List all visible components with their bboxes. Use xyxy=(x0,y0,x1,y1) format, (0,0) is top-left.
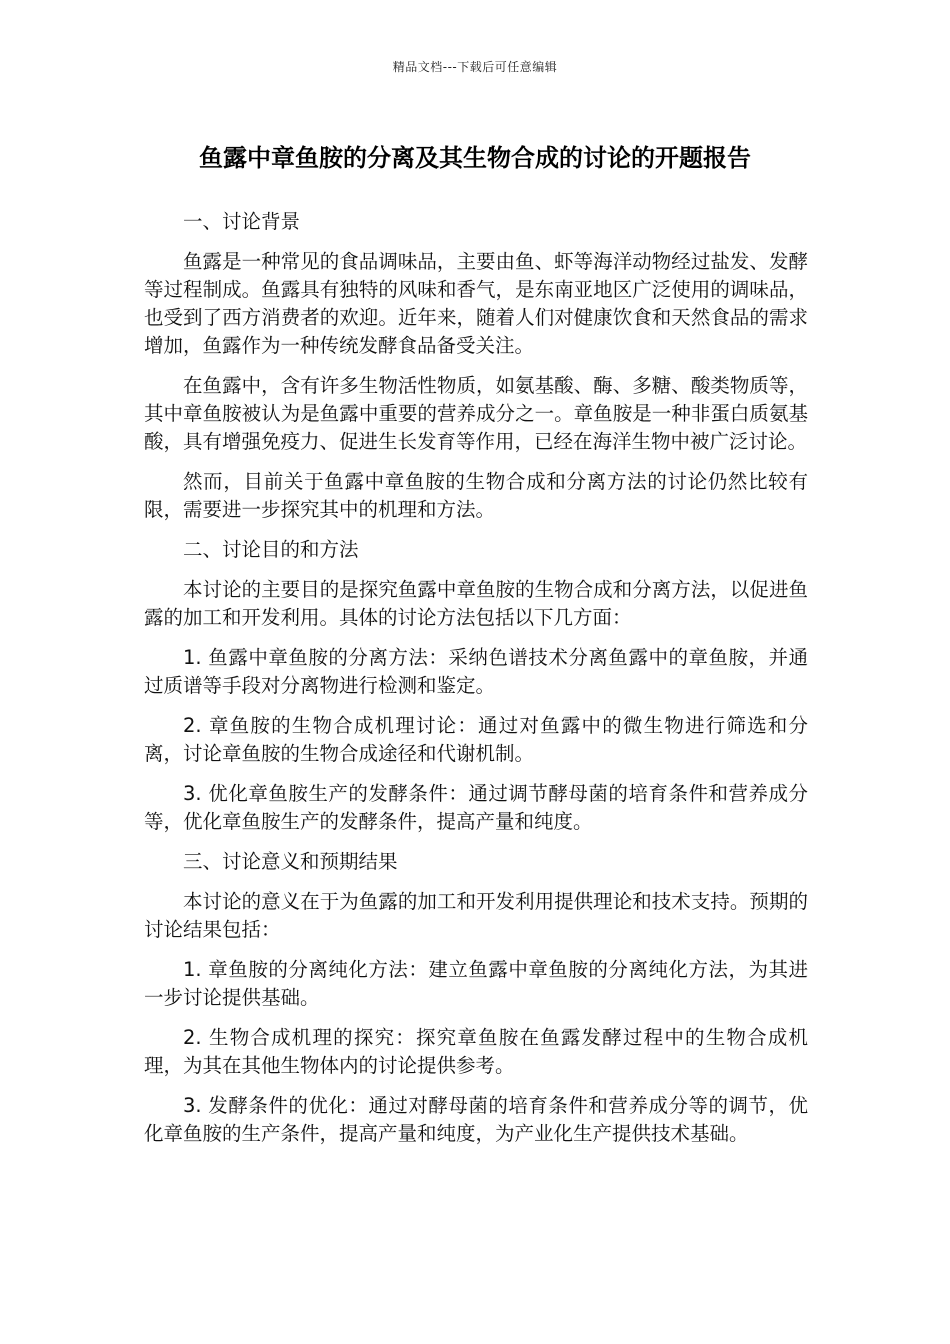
list-item: 1. 鱼露中章鱼胺的分离方法：采纳色谱技术分离鱼露中的章鱼胺，并通过质谱等手段对分离物进行检测和鉴定。 xyxy=(144,646,808,697)
document-title: 鱼露中章鱼胺的分离及其生物合成的讨论的开题报告 xyxy=(199,144,751,172)
section-heading: 二、讨论目的和方法 xyxy=(183,538,359,561)
section-heading: 一、讨论背景 xyxy=(183,210,301,233)
paragraph: 本讨论的主要目的是探究鱼露中章鱼胺的生物合成和分离方法，以促进鱼露的加工和开发利用。具体的讨论方法包括以下几方面： xyxy=(144,578,808,629)
list-item: 3. 优化章鱼胺生产的发酵条件：通过调节酵母菌的培育条件和营养成分等，优化章鱼胺生产的发酵条件，提高产量和纯度。 xyxy=(144,782,808,833)
paragraph: 本讨论的意义在于为鱼露的加工和开发利用提供理论和技术支持。预期的讨论结果包括： xyxy=(144,890,808,941)
list-item: 2. 生物合成机理的探究：探究章鱼胺在鱼露发酵过程中的生物合成机理，为其在其他生物体内的讨论提供参考。 xyxy=(144,1026,808,1077)
page-header: 精品文档---下载后可任意编辑 xyxy=(392,60,558,74)
paragraph: 鱼露是一种常见的食品调味品，主要由鱼、虾等海洋动物经过盐发、发酵等过程制成。鱼露具有独特的风味和香气，是东南亚地区广泛使用的调味品，也受到了西方消费者的欢迎。近年来，随着人们对健康饮食和天然食品的需求增加，鱼露作为一种传统发酵食品备受关注。 xyxy=(144,250,808,357)
list-item: 3. 发酵条件的优化：通过对酵母菌的培育条件和营养成分等的调节，优化章鱼胺的生产条件，提高产量和纯度，为产业化生产提供技术基础。 xyxy=(144,1094,808,1145)
paragraph: 在鱼露中，含有许多生物活性物质，如氨基酸、酶、多糖、酸类物质等，其中章鱼胺被认为是鱼露中重要的营养成分之一。章鱼胺是一种非蛋白质氨基酸，具有增强免疫力、促进生长发育等作用，已经在海洋生物中被广泛讨论。 xyxy=(144,374,808,453)
document-body xyxy=(144,208,808,1160)
list-item: 2. 章鱼胺的生物合成机理讨论：通过对鱼露中的微生物进行筛选和分离，讨论章鱼胺的生物合成途径和代谢机制。 xyxy=(144,714,808,765)
list-item: 1. 章鱼胺的分离纯化方法：建立鱼露中章鱼胺的分离纯化方法，为其进一步讨论提供基础。 xyxy=(144,958,808,1009)
section-heading: 三、讨论意义和预期结果 xyxy=(183,850,398,873)
paragraph: 然而，目前关于鱼露中章鱼胺的生物合成和分离方法的讨论仍然比较有限，需要进一步探究其中的机理和方法。 xyxy=(144,470,808,521)
